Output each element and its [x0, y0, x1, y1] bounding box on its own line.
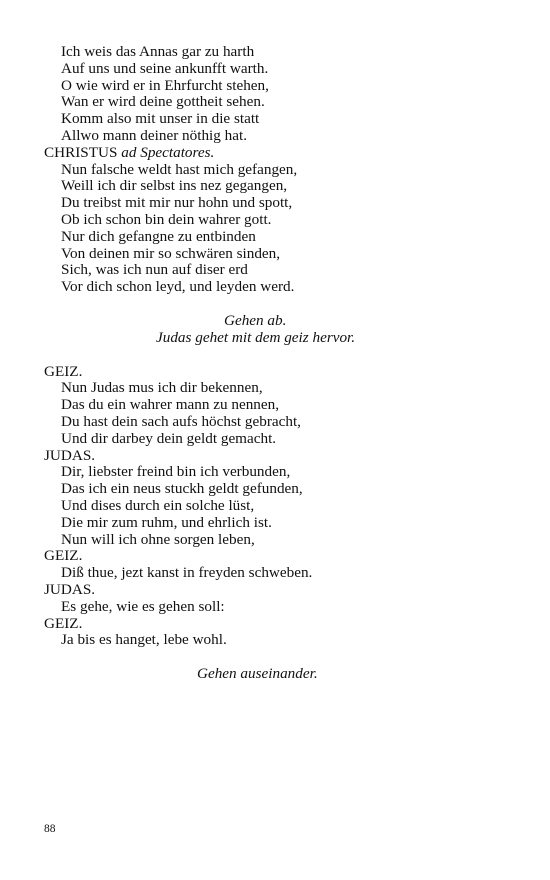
verse-line: Du hast dein sach aufs höchst gebracht, [61, 412, 301, 430]
verse-line: Und dir darbey dein geldt gemacht. [61, 429, 277, 447]
verse-line: Du treibst mit mir nur hohn und spott, [61, 194, 293, 212]
speaker-geiz: GEIZ. [44, 362, 83, 380]
verse-line: Diß thue, jezt kanst in freyden schweben. [61, 564, 313, 582]
speaker-judas: JUDAS. [44, 580, 96, 598]
verse-line: Wan er wird deine gottheit sehen. [61, 93, 265, 111]
verse-line: Nun will ich ohne sorgen leben, [61, 530, 255, 548]
verse-line: Allwo mann deiner nöthig hat. [61, 126, 248, 144]
spacer [44, 347, 514, 364]
stage-direction: Judas gehet mit dem geiz hervor. [156, 328, 356, 346]
spacer [44, 296, 514, 313]
verse-line: Auf uns und seine ankunfft warth. [61, 59, 269, 77]
verse-line: Dir, liebster freind bin ich verbunden, [61, 463, 291, 481]
verse-line: Ob ich schon bin dein wahrer gott. [61, 210, 272, 228]
verse-line: Ich weis das Annas gar zu harth [61, 43, 255, 60]
page-text [44, 44, 514, 683]
verse-line: Ja bis es hanget, lebe wohl. [61, 631, 227, 649]
verse-line: O wie wird er in Ehrfurcht stehen, [61, 76, 269, 94]
verse-line: Die mir zum ruhm, und ehrlich ist. [61, 513, 272, 531]
verse-line: Nun Judas mus ich dir bekennen, [61, 379, 263, 397]
verse-line: Weill ich dir selbst ins nez gegangen, [61, 177, 288, 195]
verse-line: Nur dich gefangne zu entbinden [61, 227, 256, 245]
stage-direction: Gehen auseinander. [197, 665, 318, 683]
verse-line: Nun falsche weldt hast mich gefangen, [61, 160, 298, 178]
verse-line: Vor dich schon leyd, und leyden werd. [61, 278, 295, 296]
verse-line: Sich, was ich nun auf diser erd [61, 261, 248, 279]
verse-line: Von deinen mir so schwären sinden, [61, 244, 281, 262]
verse-line: Komm also mit unser in die statt [61, 110, 260, 128]
speaker-name: CHRISTUS [44, 143, 118, 161]
page-number: 88 [44, 823, 56, 835]
verse-line: Und dises durch ein solche lüst, [61, 496, 255, 514]
speaker-judas: JUDAS. [44, 446, 96, 464]
verse-line: Es gehe, wie es gehen soll: [61, 597, 225, 615]
speaker-christus [44, 145, 514, 162]
verse-line: Das du ein wahrer mann zu nennen, [61, 396, 280, 414]
speaker-geiz: GEIZ. [44, 547, 83, 565]
spacer [44, 649, 514, 666]
speaker-geiz: GEIZ. [44, 614, 83, 632]
speaker-direction: ad Spectatores. [121, 143, 215, 161]
verse-line: Das ich ein neus stuckh geldt gefunden, [61, 480, 303, 498]
stage-direction: Gehen ab. [224, 311, 287, 329]
